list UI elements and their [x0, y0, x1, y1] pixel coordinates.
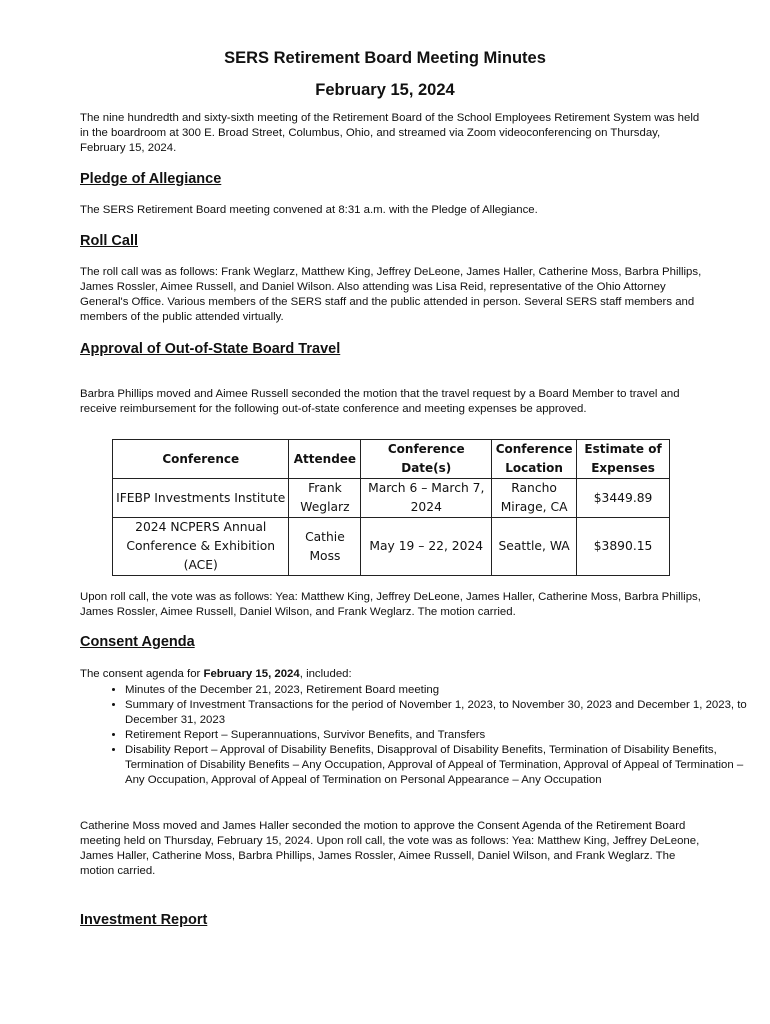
header-attendee: Attendee [289, 440, 361, 479]
travel-vote-paragraph: Upon roll call, the vote was as follows: Yea: Matthew King, Jeffrey DeLeone, James Haller, Catherine Moss, Barbra Phillips, James Rossler, Aimee Russell, Daniel Wilson, and Frank Weglarz. The motion carried. [80, 591, 701, 618]
table-cell: Rancho Mirage, CA [492, 479, 577, 518]
consent-intro-date: February 15, 2024 [203, 668, 300, 680]
travel-motion-paragraph: Barbra Phillips moved and Aimee Russell seconded the motion that the travel request by a Board Member to travel and receive reimbursement for the following out-of-state conference and meeting expenses be approved. [80, 388, 680, 415]
header-conference-location: Conference Location [492, 440, 577, 479]
table-cell: Frank Weglarz [289, 479, 361, 518]
header-estimate-of-expenses: Estimate of Expenses [577, 440, 670, 479]
list-item: • Disability Report – Approval of Disability Benefits, Disapproval of Disability Benefits, Termination of Disability Benefits, Termination of Disability Benefits – Any Occupation, Approval of Appeal of Termination, Approval of Appeal of Termination – Any Occupation, Approval of Appeal of Termination on Personal Appearance – Any Occupation [125, 743, 750, 788]
document-date: February 15, 2024 [315, 81, 455, 99]
table-header-row [113, 440, 670, 479]
table-cell: Cathie Moss [289, 518, 361, 576]
consent-intro-prefix: The consent agenda for [80, 668, 204, 680]
roll-call-paragraph: The roll call was as follows: Frank Weglarz, Matthew King, Jeffrey DeLeone, James Haller, Catherine Moss, Barbra Phillips, James Rossler, Aimee Russell, and Daniel Wilson. Also attending was Lisa Reid, representative of the Ohio Attorney General's Office. Various members of the SERS staff and the public attended in person. Several SERS staff members and members of the public attended virtually. [80, 266, 702, 323]
consent-intro-suffix: , included: [299, 668, 352, 680]
intro-paragraph: The nine hundredth and sixty-sixth meeting of the Retirement Board of the School Employees Retirement System was held in the boardroom at 300 E. Broad Street, Columbus, Ohio, and streamed via Zoom videoconferencing on Thursday, February 15, 2024. [80, 112, 700, 154]
travel-heading: Approval of Out-of-State Board Travel [80, 341, 341, 357]
table-cell: May 19 – 22, 2024 [361, 518, 492, 576]
list-item: • Retirement Report – Superannuations, Survivor Benefits, and Transfers [125, 728, 750, 743]
table-cell: 2024 NCPERS Annual Conference & Exhibition (ACE) [113, 518, 289, 576]
header-conference-dates: Conference Date(s) [361, 440, 492, 479]
table-cell: IFEBP Investments Institute [113, 479, 289, 518]
table-cell: March 6 – March 7, 2024 [361, 479, 492, 518]
table-cell: $3449.89 [577, 479, 670, 518]
roll-call-heading: Roll Call [80, 233, 139, 249]
list-item: • Minutes of the December 21, 2023, Retirement Board meeting [125, 683, 750, 698]
list-item: • Summary of Investment Transactions for the period of November 1, 2023, to November 30, 2023 and December 1, 2023, to December 31, 2023 [125, 698, 750, 728]
table-cell: Seattle, WA [492, 518, 577, 576]
investment-heading: Investment Report [80, 912, 208, 928]
table-row [113, 479, 670, 518]
pledge-paragraph: The SERS Retirement Board meeting convened at 8:31 a.m. with the Pledge of Allegiance. [80, 204, 538, 216]
consent-heading: Consent Agenda [80, 634, 195, 650]
table-row [113, 518, 670, 576]
consent-items-list [80, 683, 750, 788]
table-cell: $3890.15 [577, 518, 670, 576]
travel-table [112, 439, 670, 576]
consent-motion-paragraph: Catherine Moss moved and James Haller seconded the motion to approve the Consent Agenda of the Retirement Board meeting held on Thursday, February 15, 2024. Upon roll call, the vote was as follows: Yea: Matthew King, Jeffrey DeLeone, James Haller, Catherine Moss, Barbra Phillips, James Rossler, Aimee Russell, Daniel Wilson, and Frank Weglarz. The motion carried. [80, 820, 700, 877]
header-conference: Conference [113, 440, 289, 479]
consent-intro-paragraph [80, 667, 705, 682]
pledge-heading: Pledge of Allegiance [80, 171, 222, 187]
document-title: SERS Retirement Board Meeting Minutes [224, 49, 546, 67]
